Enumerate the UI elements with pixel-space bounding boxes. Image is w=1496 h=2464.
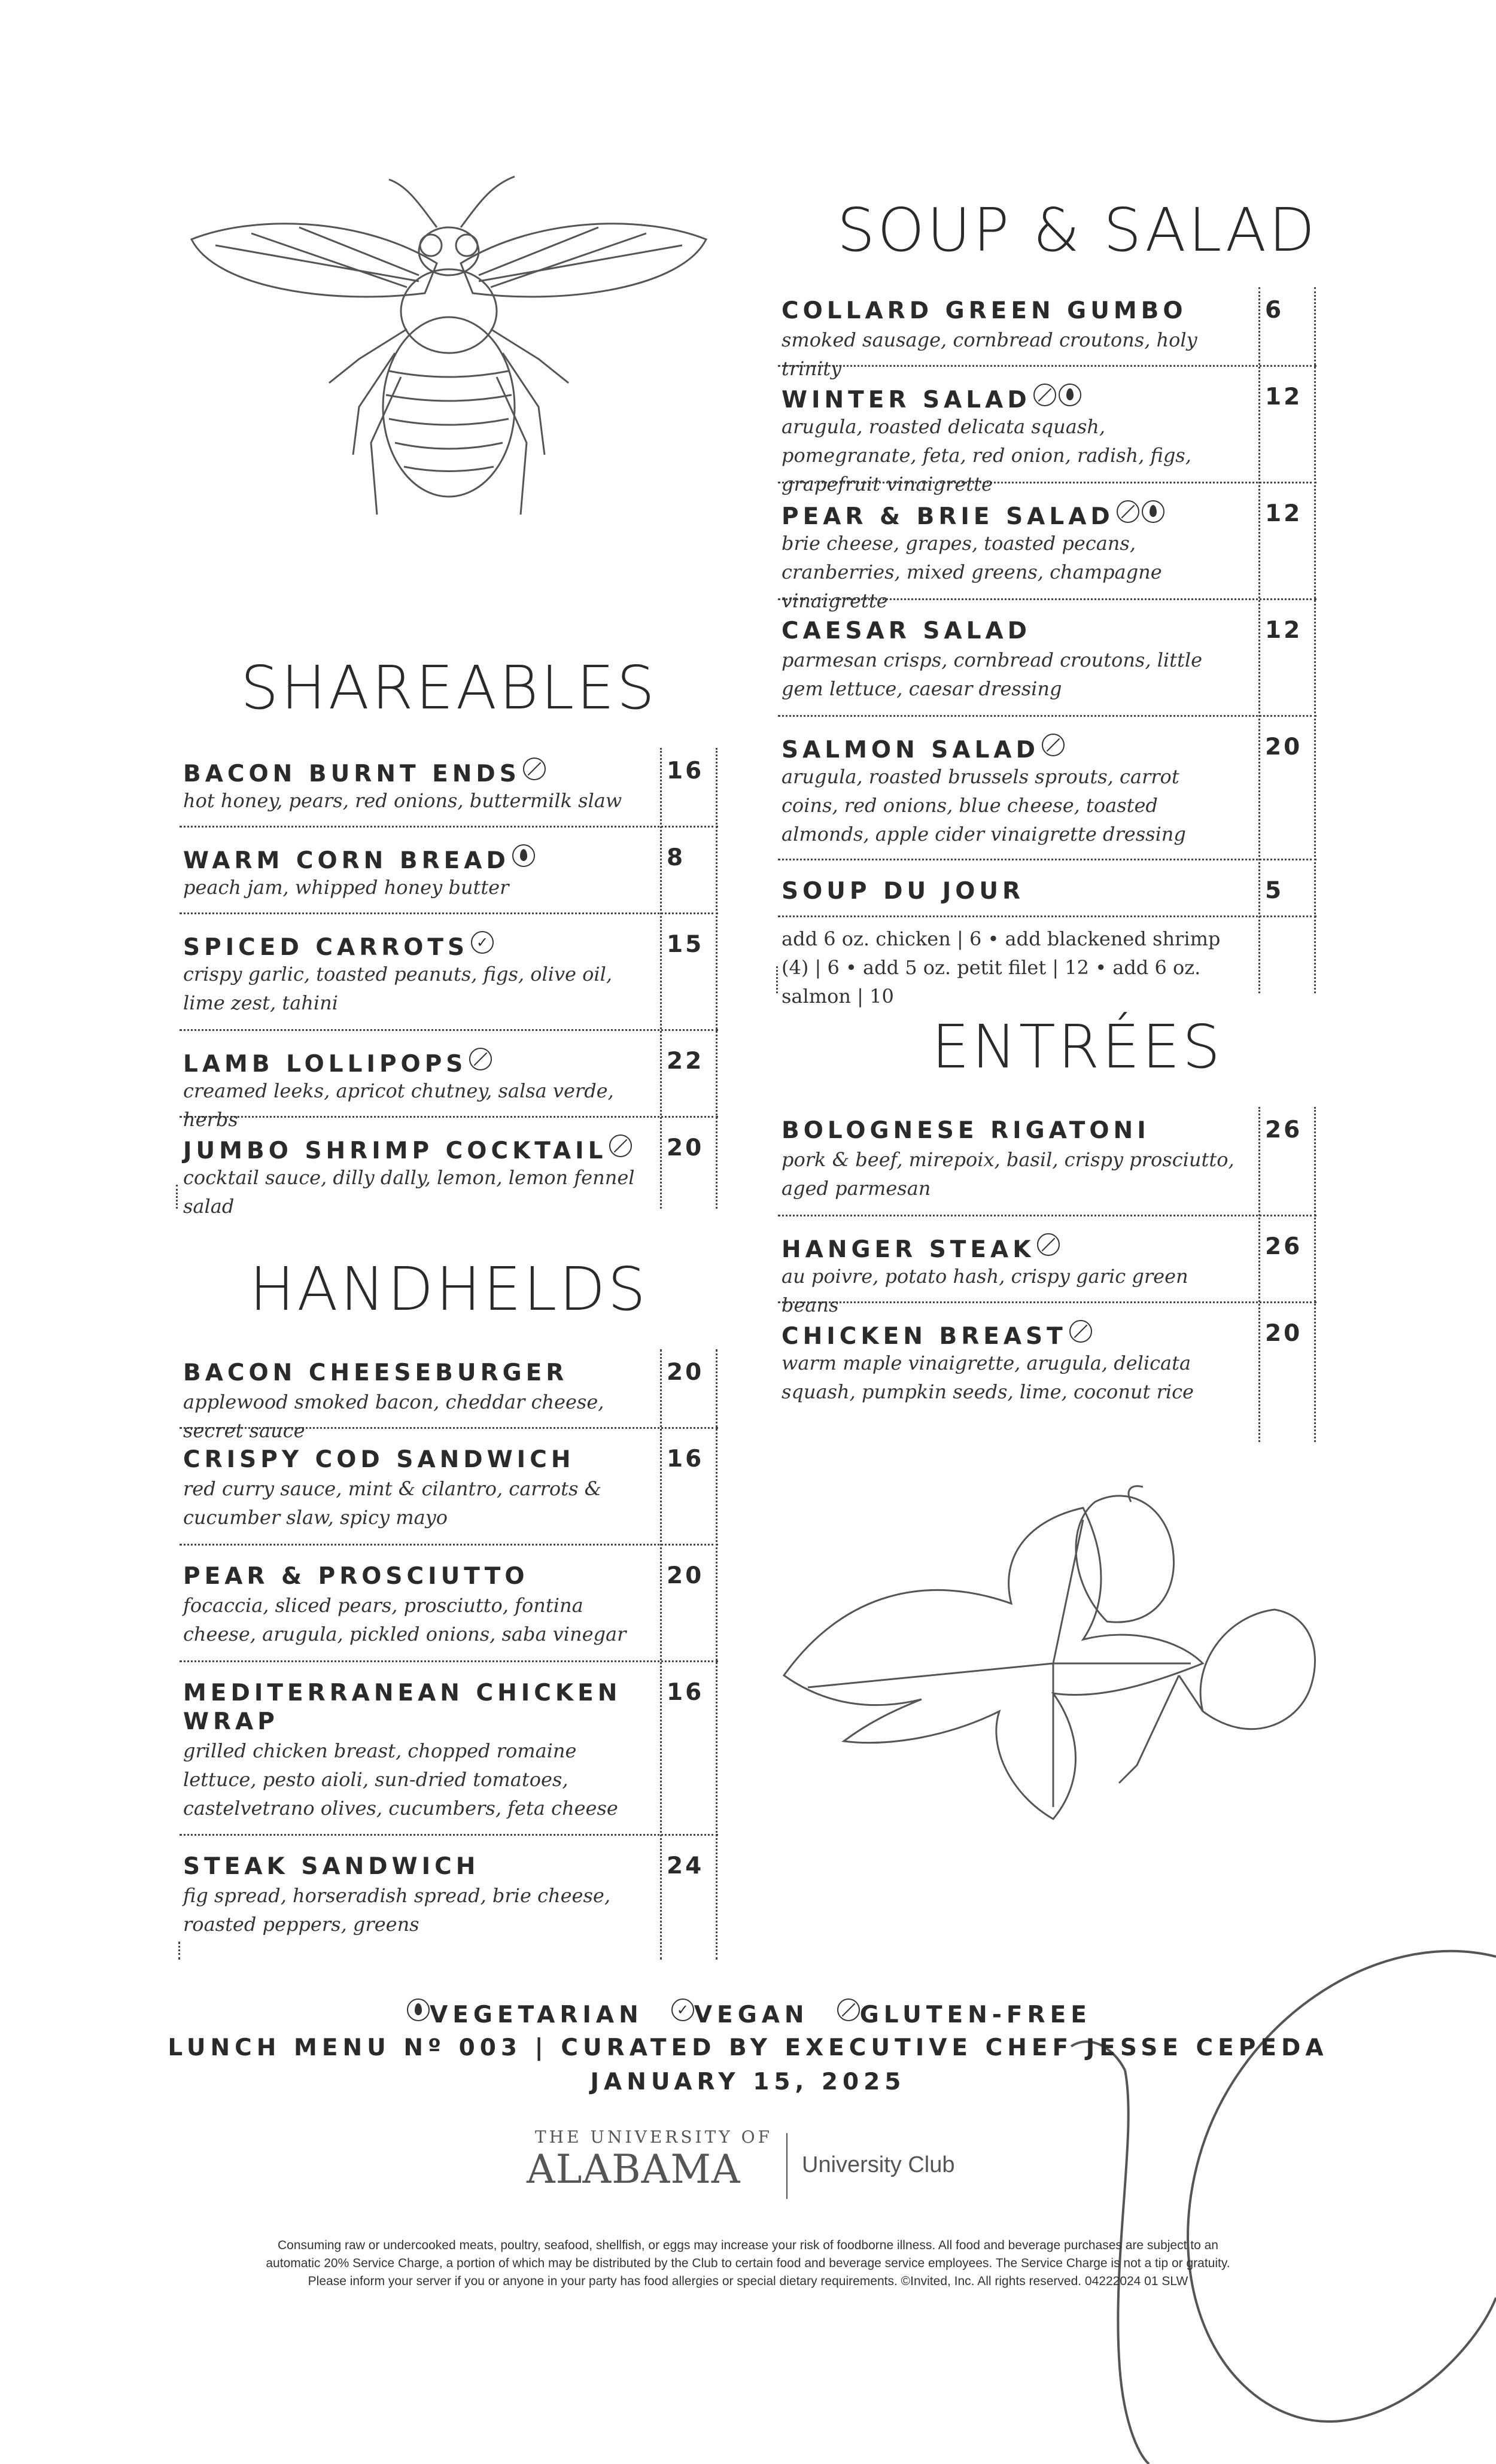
menu-line: LUNCH MENU Nº 003 | CURATED BY EXECUTIVE CHEF JESSE CEPEDA bbox=[168, 2034, 1328, 2061]
gluten-free-icon bbox=[469, 1048, 492, 1070]
gluten-free-icon bbox=[837, 1998, 860, 2021]
menu-item: CAESAR SALAD parmesan crisps, cornbread croutons, little gem lettuce, caesar dressing 12 bbox=[778, 607, 1316, 717]
dietary-legend: VEGETARIAN ✓ VEGAN GLUTEN-FREE bbox=[0, 1998, 1496, 2028]
section-title: HANDHELDS bbox=[250, 1254, 648, 1324]
shareables-section bbox=[180, 653, 718, 1218]
menu-item: HANGER STEAK au poivre, potato hash, crispy garic green beans 26 bbox=[778, 1224, 1316, 1303]
gluten-free-icon bbox=[1037, 1233, 1060, 1256]
menu-item: MEDITERRANEAN CHICKEN WRAP grilled chicken breast, chopped romaine lettuce, pesto aioli, sun-dried tomatoes, castelvetrano olives, cucumbers, feta cheese 16 bbox=[180, 1669, 718, 1836]
gluten-free-icon bbox=[1069, 1320, 1092, 1343]
vegan-icon bbox=[471, 931, 494, 954]
menu-item: SALMON SALAD arugula, roasted brussels sprouts, carrot coins, red onions, blue cheese, toasted almonds, apple cider vinaigrette dressing 20 bbox=[778, 724, 1316, 860]
vegetarian-icon bbox=[1059, 384, 1081, 406]
menu-item: SPICED CARROTS✓ crispy garlic, toasted peanuts, figs, olive oil, lime zest, tahini 15 bbox=[180, 921, 718, 1031]
menu-item: BACON BURNT ENDS hot honey, pears, red onions, buttermilk slaw 16 bbox=[180, 748, 718, 828]
menu-item: BACON CHEESEBURGER applewood smoked bacon, cheddar cheese, secret sauce 20 bbox=[180, 1349, 718, 1429]
entrees-section bbox=[778, 1012, 1316, 1448]
gluten-free-icon bbox=[523, 758, 546, 780]
vegetarian-icon bbox=[1142, 500, 1164, 523]
menu-item: PEAR & BRIE SALAD brie cheese, grapes, toasted pecans, cranberries, mixed greens, champagne vinaigrette 12 bbox=[778, 491, 1316, 600]
menu-item: SOUP DU JOUR 5 bbox=[778, 868, 1316, 917]
gluten-free-icon bbox=[1117, 500, 1139, 523]
gluten-free-icon bbox=[1042, 734, 1065, 756]
menu-item: COLLARD GREEN GUMBO smoked sausage, cornbread croutons, holy trinity 6 bbox=[778, 287, 1316, 367]
vegetarian-icon bbox=[407, 1998, 430, 2021]
menu-item: PEAR & PROSCIUTTO focaccia, sliced pears, prosciutto, fontina cheese, arugula, pickled onions, saba vinegar 20 bbox=[180, 1553, 718, 1662]
menu-item: CRISPY COD SANDWICH red curry sauce, mint & cilantro, carrots & cucumber slaw, spicy mayo 16 bbox=[180, 1436, 718, 1546]
bee-illustration bbox=[180, 168, 718, 562]
vegan-icon bbox=[671, 1998, 694, 2021]
vegetarian-icon bbox=[512, 844, 535, 867]
section-title: ENTRÉES bbox=[931, 1012, 1223, 1082]
date-line: JANUARY 15, 2025 bbox=[590, 2068, 906, 2095]
gluten-free-icon bbox=[1033, 384, 1056, 406]
menu-item: JUMBO SHRIMP COCKTAIL cocktail sauce, dilly dally, lemon, lemon fennel salad 20 bbox=[183, 1134, 704, 1218]
university-logo: THE UNIVERSITY OF ALABAMA University Club bbox=[527, 2127, 981, 2205]
menu-item: LAMB LOLLIPOPS creamed leeks, apricot chutney, salsa verde, herbs 22 bbox=[180, 1038, 718, 1118]
menu-item: CHICKEN BREAST warm maple vinaigrette, arugula, delicata squash, pumpkin seeds, lime, coconut rice 20 bbox=[782, 1320, 1303, 1403]
handhelds-section bbox=[180, 1254, 718, 1966]
disclaimer: Consuming raw or undercooked meats, poultry, seafood, shellfish, or eggs may increase your risk of foodborne illness. All food and beverage purchases are subject to an automatic 20% Service Charge, a portion of which may be distributed by the Club to certain food and beverage service employees. The Service Charge is not a tip or gratuity. Please inform your server if you or anyone in your party has food allergies or special dietary requirements. ©Invited, Inc. All rights reserved. 04222024 01 SLW bbox=[266, 2238, 1230, 2288]
section-title: SOUP & SALAD bbox=[837, 195, 1318, 265]
add-ons-text: add 6 oz. chicken | 6 • add blackened shrimp (4) | 6 • add 5 oz. petit filet | 12 • add 6 oz. salmon | 10 bbox=[782, 927, 1221, 1008]
menu-item: WINTER SALAD arugula, roasted delicata squash, pomegranate, feta, red onion, radish, figs, grapefruit vinaigrette 12 bbox=[778, 374, 1316, 483]
gluten-free-icon bbox=[609, 1134, 632, 1157]
menu-item: BOLOGNESE RIGATONI pork & beef, mirepoix, basil, crispy prosciutto, aged parmesan 26 bbox=[778, 1107, 1316, 1216]
menu-item: STEAK SANDWICH fig spread, horseradish spread, brie cheese, roasted peppers, greens 24 bbox=[183, 1852, 704, 1936]
section-title: SHAREABLES bbox=[240, 653, 657, 723]
fig-illustration bbox=[772, 1484, 1334, 1855]
menu-item: WARM CORN BREAD peach jam, whipped honey butter 8 bbox=[180, 835, 718, 914]
soup-salad-section bbox=[778, 195, 1318, 1008]
